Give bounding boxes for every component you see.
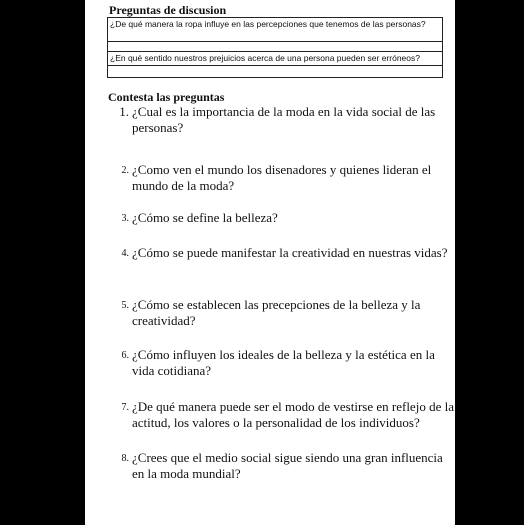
question-text: ¿Cómo influyen los ideales de la belleza y la estética en la vida cotidiana? — [132, 347, 435, 378]
question-text: ¿Cómo se puede manifestar la creatividad en nuestras vidas? — [132, 245, 448, 260]
discussion-row-blank — [108, 42, 442, 52]
question-number: 3. — [121, 213, 129, 224]
discussion-row-blank — [108, 66, 442, 78]
question-text: ¿Como ven el mundo los disenadores y quienes lideran el mundo de la moda? — [132, 162, 432, 193]
question-text: ¿Cual es la importancia de la moda en la vida social de las personas? — [132, 104, 436, 135]
question-number: 4. — [121, 248, 129, 259]
document-page — [85, 0, 455, 525]
question-number: 8. — [121, 453, 129, 464]
discussion-table — [107, 17, 443, 78]
question-number: 5. — [121, 300, 129, 311]
question-number: 6. — [121, 350, 129, 361]
question-number: 7. — [121, 402, 129, 413]
question-text: ¿Crees que el medio social sigue siendo una gran influencia en la moda mundial? — [132, 450, 443, 481]
questions-section-title: Contesta las preguntas — [108, 90, 225, 104]
discussion-row: ¿En qué sentido nuestros prejuicios acerca de una persona pueden ser erróneos? — [108, 52, 442, 66]
discussion-row: ¿De qué manera la ropa influye en las percepciones que tenemos de las personas? — [108, 18, 442, 42]
question-text: ¿De qué manera puede ser el modo de vestirse en reflejo de la actitud, los valores o la personalidad de los individuos? — [132, 399, 454, 430]
question-number: 2. — [121, 165, 129, 176]
question-text: ¿Cómo se define la belleza? — [132, 210, 278, 225]
question-number: 1. — [119, 104, 129, 119]
question-text: ¿Cómo se establecen las precepciones de la belleza y la creatividad? — [132, 297, 421, 328]
discussion-title: Preguntas de discusion — [109, 3, 227, 17]
